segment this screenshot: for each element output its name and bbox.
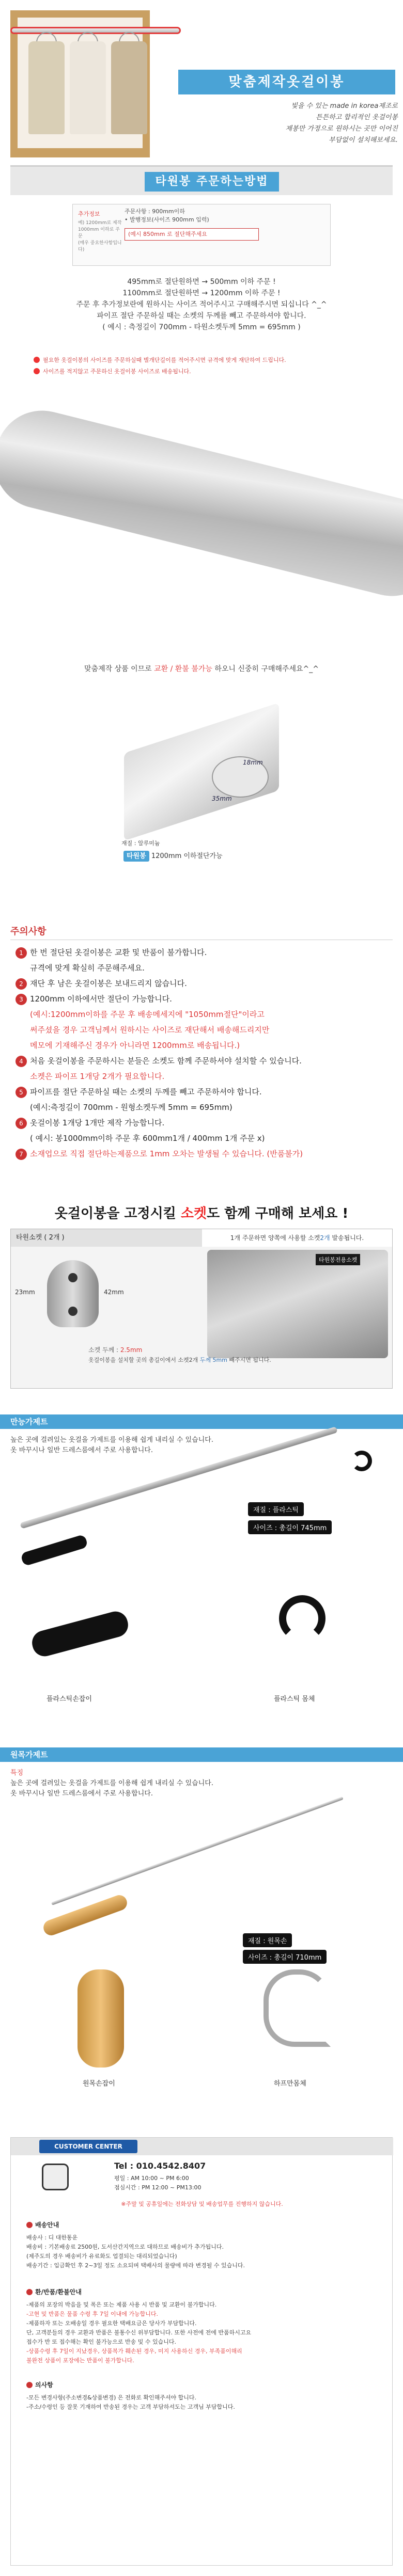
info-line: -모든 변경사항(주소변경&상품변경) 은 전화로 확인해주셔야 합니다.: [26, 2394, 197, 2401]
info-line: -주소/수령인 등 잘못 기재하여 반송된 경우는 고객 부담하셔도는 고객님 부담합니다.: [26, 2404, 235, 2410]
handle-label: 플라스틱손잡이: [47, 1695, 92, 1703]
explain-line: 주문 후 추가정보란에 원하시는 사이즈 적어주시고 구매해주시면 되십니다 ^_^: [76, 300, 327, 309]
form-option: • 발행정보(사이즈 900mm 입력): [125, 216, 209, 223]
size-tag: 사이즈 : 총길이 745mm: [248, 1520, 332, 1534]
tool-title: 만능가제트: [0, 1414, 403, 1429]
dimension-label: 18mm: [243, 759, 263, 766]
note-text: 소켓 두께 :: [88, 1346, 120, 1354]
info-line: 불완전 상품이 포장에는 반품이 불가합니다.: [26, 2357, 134, 2364]
phone-icon: [42, 2164, 69, 2190]
foot-text: 빼주시면 됩니다.: [227, 1357, 271, 1363]
tool-desc-line: 옷 바꾸시나 일반 드레스룸에서 주로 사용합니다.: [10, 1790, 153, 1798]
info-line: -상품수령 후 7일이 지났경우, 상품복가 훼손된 경우, 미지 사용하신 경우, 부족품이해리: [26, 2348, 242, 2355]
socket-thickness: [88, 1345, 142, 1354]
section-bar: [10, 165, 393, 195]
caution-number: 4: [16, 1056, 27, 1067]
material-tag: 재질 : 원목손: [243, 1933, 292, 1947]
tab-info-highlight: 2개: [320, 1234, 330, 1242]
gadget-hook: [351, 1451, 372, 1471]
caution-number: 3: [16, 994, 27, 1005]
caution-number: 7: [16, 1149, 27, 1160]
wood-grip: [41, 1893, 129, 1937]
customer-center-section: [0, 2137, 403, 2561]
feature-label: 특징: [10, 1769, 24, 1777]
tab-info-text: 1개 주문하면 양쪽에 사용할 소켓: [230, 1234, 320, 1242]
hero-description: [269, 101, 398, 146]
notices-section: [0, 356, 403, 397]
hours-line: 점심시간 : PM 12:00 ~ PM13:00: [114, 2184, 202, 2191]
explain-line: 1100mm로 절단원하면 → 1200mm 이하 주문 !: [122, 289, 281, 297]
qa-info: [26, 2393, 378, 2412]
caption-text: 맞춤제작 상품 이므로: [84, 665, 154, 673]
caution-item: [16, 994, 388, 1005]
form-sub-line: (매우 중요한사항입니다): [78, 241, 122, 252]
caution-text: 처음 옷걸이봉을 주문하시는 분들은 소켓도 함께 주문하셔야 설치할 수 있습니다.: [30, 1056, 302, 1066]
caution-item: [16, 1040, 388, 1051]
info-line: 단, 고객분들의 경우 교환과 반품은 불통수신 위부담합니다. 또한 사전에 전에 반품하시고요: [26, 2329, 252, 2336]
form-sub-line: 예) 1200mm로 제작: [78, 220, 122, 226]
caution-text: 옷걸이봉 1개당 1개만 제작 가능합니다.: [30, 1118, 165, 1127]
question-icon: [26, 2382, 33, 2388]
caution-text: (예시:측정길이 700mm - 원형소켓두께 5mm = 695mm): [30, 1103, 233, 1112]
caution-item: [16, 1118, 388, 1129]
caution-text: 써주셨을 경우 고객님께서 원하시는 사이즈로 재단해서 배송해드리지만: [30, 1025, 270, 1035]
rod-spec: [121, 839, 276, 860]
caption-text: 하오니 신중히 구매해주세요^_^: [212, 665, 319, 673]
caution-text: ( 예시: 봉1000mm이하 주문 후 600mm1개 / 400mm 1개 주문 x): [30, 1134, 265, 1143]
handle-photo: [21, 1580, 140, 1673]
handle-label: 원목손잡이: [83, 2080, 115, 2088]
tool-desc: [10, 1435, 393, 1456]
notice-text: 필요한 옷걸이봉의 사이즈를 주문하실때 별개단길이를 적어주시면 규격에 맞게 재단하여 드립니다.: [43, 357, 286, 363]
shipping-heading: [26, 2220, 59, 2229]
socket-section: [0, 1203, 403, 1399]
notice: [34, 356, 286, 364]
cc-tel[interactable]: Tel : 010.4542.8407: [114, 2161, 206, 2171]
heading-text: 옷걸이봉을 고정시킬: [54, 1206, 181, 1221]
tool-desc: [10, 1768, 393, 1799]
caution-number: 2: [16, 978, 27, 990]
caution-item: [16, 1102, 388, 1112]
gadget-grip: [20, 1534, 88, 1567]
socket-panel: [10, 1229, 393, 1389]
cc-bar: [11, 2138, 393, 2155]
info-line: 배송비 : 기본배송료 2500원, 도서산간지역으로 대하므로 배송비가 추가됩니다.: [26, 2244, 224, 2250]
heading-text: 환/반품/환불안내: [35, 2288, 82, 2296]
form-options: [125, 208, 209, 224]
foot-highlight: 두께 5mm: [199, 1357, 227, 1363]
socket-image: [47, 1260, 99, 1327]
shipping-info: [26, 2233, 378, 2270]
screw-hole: [68, 1307, 78, 1316]
cc-title: CUSTOMER CENTER: [39, 2140, 137, 2153]
hero-section: [0, 0, 403, 165]
size-tag: 사이즈 : 총길이 710mm: [243, 1950, 327, 1964]
explain-line: ( 예시 : 측정길이 700mm - 타원소켓두께 5mm = 695mm ): [102, 323, 301, 331]
info-line: (제주도의 경우 배송비가 유료화도 업결되는 대리되었습니다): [26, 2253, 177, 2260]
wood-handle-image: [78, 1969, 124, 2068]
rod-caption: [0, 663, 403, 674]
hero-desc-line: 튼튼하고 합리적인 옷걸이봉: [316, 114, 398, 121]
shirt-illustration: [28, 41, 65, 134]
tool-title: 원목가제트: [0, 1747, 403, 1762]
shirt-illustration: [111, 41, 147, 134]
order-form-example: [72, 204, 331, 266]
caution-text: 소재업으로 직접 절단하는제품으로 1mm 오차는 발생될 수 있습니다. (반품불가): [30, 1149, 303, 1158]
caution-item: [16, 947, 388, 959]
caution-text: 파이프를 절단 주문하실 때는 소켓의 두께를 빼고 주문하셔야 합니다.: [30, 1087, 262, 1096]
info-line: -고현 및 반품은 물품 수령 후 7일 이내에 가능합니다.: [26, 2311, 158, 2317]
tool-desc-line: 높은 곳에 걸려있는 옷걸을 가제트를 이용해 쉽게 내리실 수 있습니다.: [10, 1436, 213, 1444]
heading-text: 배송안내: [35, 2221, 59, 2229]
form-sub-line: 1000mm 이하로 주문: [78, 227, 120, 239]
hours-line: 평일 : AM 10:00 ~ PM 6:00: [114, 2175, 189, 2182]
caution-title: 주의사항: [10, 926, 47, 937]
oval-rod-image: [0, 401, 403, 606]
alert-icon: [34, 357, 40, 363]
rod-badge: 타원봉: [123, 851, 149, 862]
hanger-rod-illustration: [10, 27, 181, 34]
info-line: 배송기간 : 입금확인 후 2~3일 정도 소요되며 택배사의 물량에 따라 변경될 수 있습니다.: [26, 2262, 245, 2269]
body-label: 하프만몸체: [274, 2080, 306, 2088]
info-line: -제품의 포장의 박음을 및 폭은 또는 제품 사용 시 반품 및 교환이 불가합니다.: [26, 2301, 217, 2308]
caution-item: [16, 1025, 388, 1035]
body-photo: [243, 1580, 362, 1673]
screw-hole: [68, 1273, 78, 1282]
customer-center-box: [10, 2137, 393, 2566]
additional-info-input[interactable]: (예시 850mm 로 절단해주세요: [125, 228, 259, 241]
explain-section: [0, 276, 403, 354]
socket-width: 23mm: [15, 1289, 35, 1296]
refund-icon: [26, 2289, 33, 2295]
refund-info: [26, 2300, 378, 2365]
info-line: 배송사 : 디 대한통운: [26, 2234, 78, 2241]
shirt-illustration: [70, 41, 106, 134]
caution-text: 한 번 절단된 옷걸이봉은 교환 및 반품이 불가합니다.: [30, 948, 207, 957]
caution-text: (예시:1200mm이하를 주문 후 배송메세지에 "1050mm절단"이라고: [30, 1010, 265, 1019]
hero-title: 맞춤제작옷걸이봉: [178, 70, 395, 94]
hero-desc-line: 빛을 수 있는 made in korea제조로: [291, 102, 398, 110]
body-image: [279, 1595, 326, 1642]
form-option: 주문사항 : 900mm이하: [125, 208, 185, 215]
socket-photo-label: 타원봉전용소켓: [316, 1254, 360, 1265]
caution-text: 소켓은 파이프 1개당 2개가 필요합니다.: [30, 1072, 165, 1081]
explain-line: 495mm로 절단원하면 → 500mm 이하 주문 !: [127, 278, 276, 286]
caution-item: [16, 978, 388, 990]
heading-text: 의사항: [35, 2381, 53, 2389]
refund-heading: [26, 2287, 82, 2296]
order-method-section: [0, 165, 403, 274]
rod-cut-limit: 1200mm 이하절단가능: [151, 852, 223, 860]
material-tag: 재질 : 플라스틱: [248, 1502, 304, 1516]
hook-body-image: [264, 1969, 331, 2047]
socket-tab-info: [202, 1229, 392, 1247]
caution-number: 1: [16, 947, 27, 959]
caution-number: 6: [16, 1118, 27, 1129]
caution-text: 재단 후 남은 옷걸이봉은 보내드리지 않습니다.: [30, 979, 187, 988]
caution-item: [16, 1133, 388, 1143]
notice: [34, 368, 191, 376]
info-line: -제품하자 또는 오배송일 경우 필요한 택배요금은 당사가 부담합니다.: [26, 2320, 197, 2327]
caution-text: 1200mm 이하에서만 절단이 가능합니다.: [30, 994, 172, 1004]
caution-text: 메모에 기재해주신 경우가 아니라면 1200mm로 배송됩니다.): [30, 1041, 240, 1050]
heading-highlight: 소켓: [180, 1206, 207, 1221]
caution-section: [0, 924, 403, 1182]
socket-heading: [0, 1203, 403, 1222]
caution-item: [16, 1087, 388, 1098]
tool-desc-line: 옷 바꾸시나 일반 드레스룸에서 주로 사용합니다.: [10, 1446, 153, 1454]
explain-lines: [0, 276, 403, 333]
info-line: 접수가 반 또 접수해는 확인 불가능으로 반송 및 수 있습니다.: [26, 2339, 176, 2345]
caution-number: 5: [16, 1087, 27, 1098]
notice-text: 사이즈를 적지않고 주문하신 옷걸이봉 사이즈로 배송됩니다.: [43, 368, 191, 375]
heading-text: 도 함께 구매해 보세요 !: [207, 1206, 349, 1221]
form-sub: [78, 220, 122, 253]
hero-desc-line: 부담없이 설치해보세요.: [329, 136, 398, 144]
caution-item: [16, 1056, 388, 1067]
wood-gadget-section: [0, 1747, 403, 2088]
dimension-label: 35mm: [212, 795, 232, 802]
caution-item: [16, 1009, 388, 1020]
body-label: 플라스틱 몸체: [274, 1695, 315, 1703]
alert-icon: [34, 368, 40, 374]
tool-desc-line: 높은 곳에 걸려있는 옷걸을 가제트를 이용해 쉽게 내리실 수 있습니다.: [10, 1779, 213, 1787]
caution-item: [16, 1149, 388, 1160]
cc-hours: [114, 2174, 202, 2192]
gadget-pole: [51, 1796, 344, 1905]
caution-text: 규격에 맞게 확실히 주문해주세요.: [30, 963, 145, 973]
caution-list: [16, 947, 388, 1169]
cc-warning: ※주말 및 공휴일에는 전화상담 및 배송업무를 진행하지 않습니다.: [121, 2201, 283, 2207]
socket-height: 42mm: [104, 1289, 124, 1296]
caution-item: [16, 1071, 388, 1082]
rod-detail-section: [0, 707, 403, 878]
caption-warning: 교환 / 환불 불가능: [154, 665, 212, 673]
form-label: 추가정보: [78, 211, 100, 217]
material-label: 재질 : 알루미늄: [121, 840, 160, 847]
foot-text: 옷걸이봉을 설치할 곳의 총길이에서 소켓2개: [88, 1357, 200, 1363]
qa-heading: [26, 2380, 53, 2389]
caution-item: [16, 963, 388, 973]
tab-info-text: 발송됩니다.: [330, 1234, 364, 1242]
note-value: 2.5mm: [120, 1346, 143, 1354]
explain-line: 파이프 절단 주문하실 때는 소켓의 두께를 빼고 주문하셔야 합니다.: [97, 312, 306, 320]
truck-icon: [26, 2222, 33, 2228]
handle-image: [29, 1609, 131, 1659]
plastic-gadget-section: [0, 1414, 403, 1724]
socket-photo: [207, 1250, 388, 1358]
section-title: 타원봉 주문하는방법: [145, 172, 279, 192]
hero-desc-line: 제봉만 가정으로 원하시는 곳만 이어진: [285, 125, 398, 133]
rod-photo-section: [0, 408, 403, 697]
socket-tab: 타원소켓 ( 2개 ): [11, 1229, 202, 1247]
socket-footnote: [88, 1356, 316, 1364]
